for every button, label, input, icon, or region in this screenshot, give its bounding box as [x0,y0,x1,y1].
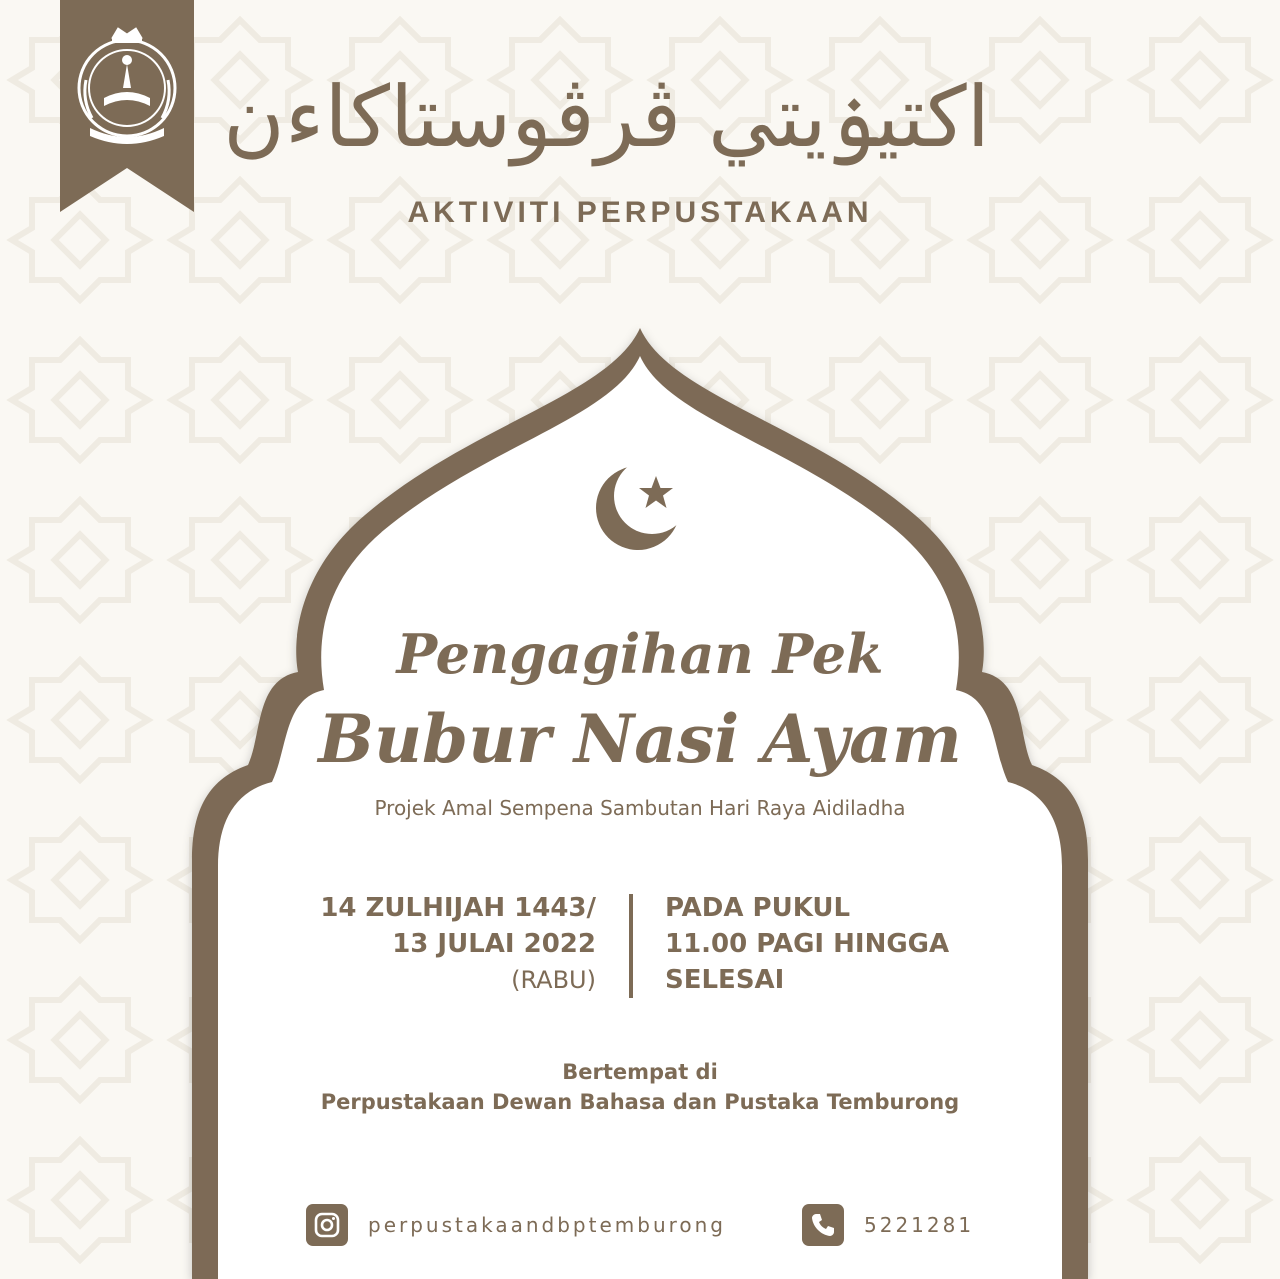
phone-icon [802,1204,844,1246]
time-line1: PADA PUKUL [665,893,851,923]
phone-contact[interactable] [802,1204,974,1246]
time-line2: 11.00 PAGI HINGGA [665,929,950,959]
page-title: AKTIVITI PERPUSTAKAAN [407,196,873,229]
date-time-divider [629,894,633,998]
venue-name: Perpustakaan Dewan Bahasa dan Pustaka Temburong [320,1090,960,1114]
event-date [270,890,596,998]
jawi-title: اكتيۏيتي ڤرڤوستاكاءن [223,68,990,166]
instagram-icon [306,1204,348,1246]
event-title-line1: Pengagihan Pek [396,622,884,686]
crescent-star-icon [594,462,686,554]
instagram-contact[interactable] [306,1204,726,1246]
date-gregorian: 13 JULAI 2022 [392,929,596,959]
date-hijri: 14 ZULHIJAH 1443/ [320,893,596,923]
event-subtitle: Projek Amal Sempena Sambutan Hari Raya Aidiladha [374,796,906,820]
instagram-handle[interactable]: perpustakaandbptemburong [368,1213,727,1237]
venue-label: Bertempat di [562,1060,718,1084]
event-time [665,890,995,998]
crest-emblem [68,20,186,150]
event-title-line2: Bubur Nasi Ayam [318,700,962,778]
phone-number[interactable]: 5221281 [864,1213,975,1237]
time-line3: SELESAI [665,965,785,995]
date-day: (RABU) [511,966,596,994]
